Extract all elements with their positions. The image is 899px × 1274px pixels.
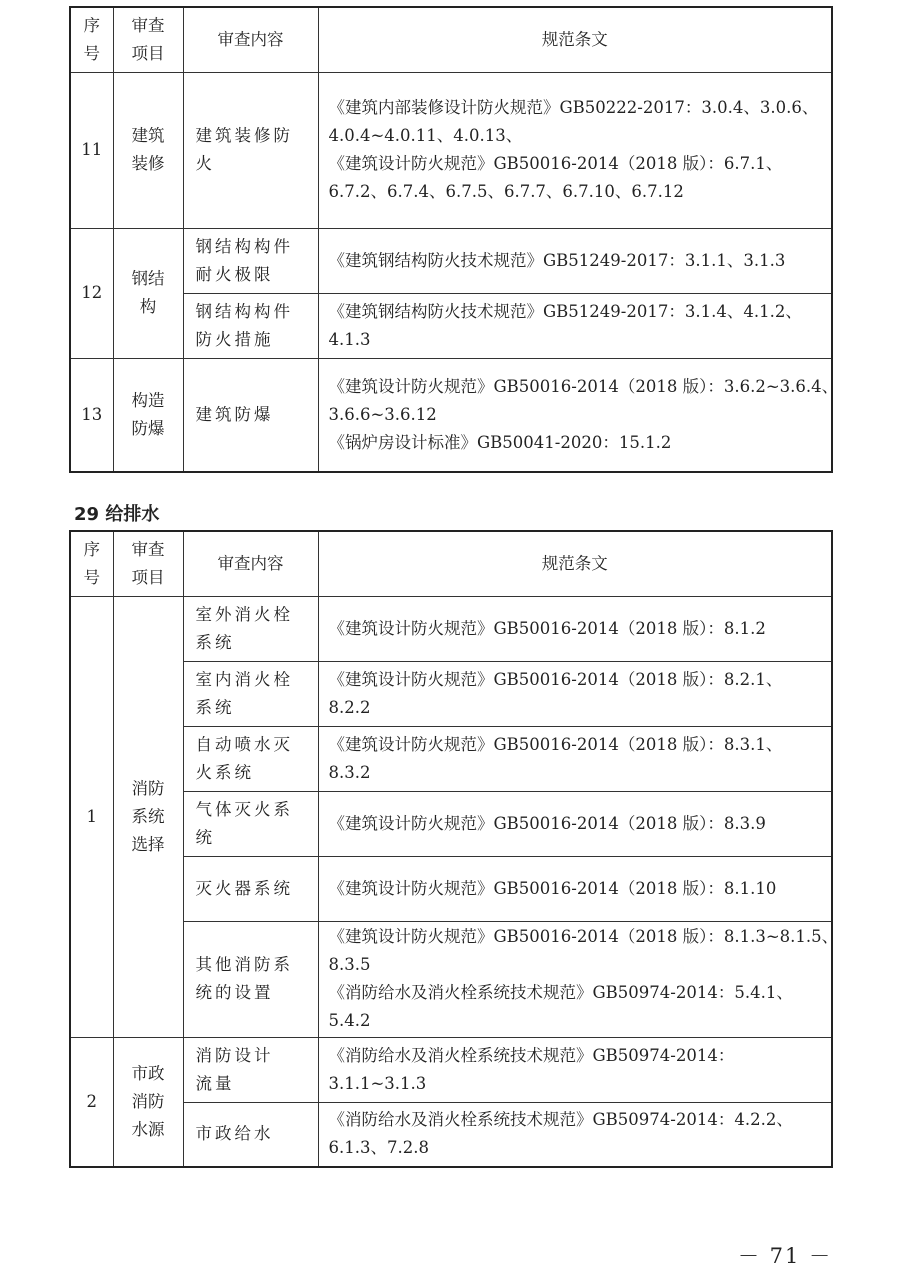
row-content: 建筑防爆 <box>183 358 318 472</box>
row-clause: 《建筑钢结构防火技术规范》GB51249-2017：3.1.4、4.1.2、 4.1.3 <box>318 293 832 358</box>
table-header-row <box>70 531 832 596</box>
table-row <box>70 726 832 791</box>
table-row <box>70 293 832 358</box>
section-title: 29 给排水 <box>74 504 160 525</box>
table-row <box>70 661 832 726</box>
header-item: 审查 项目 <box>113 7 183 72</box>
header-no: 序 号 <box>70 531 113 596</box>
row-content: 气体灭火系 统 <box>183 791 318 856</box>
page-number: － 71 － <box>738 1244 833 1268</box>
row-clause: 《消防给水及消火栓系统技术规范》GB50974-2014：4.2.2、 6.1.3、7.2.8 <box>318 1102 832 1167</box>
header-item: 审查 项目 <box>113 531 183 596</box>
row-no: 2 <box>70 1037 113 1167</box>
row-clause: 《建筑设计防火规范》GB50016-2014（2018 版）：8.1.3~8.1.5、 8.3.5 《消防给水及消火栓系统技术规范》GB50974-2014：5.4.1、 5.4.2 <box>318 921 832 1037</box>
row-no: 12 <box>70 228 113 358</box>
table-row <box>70 72 832 228</box>
row-clause: 《建筑设计防火规范》GB50016-2014（2018 版）：8.3.9 <box>318 791 832 856</box>
header-content: 审查内容 <box>183 531 318 596</box>
row-content: 市政给水 <box>183 1102 318 1167</box>
row-item: 建筑 装修 <box>113 72 183 228</box>
row-clause: 《建筑钢结构防火技术规范》GB51249-2017：3.1.1、3.1.3 <box>318 228 832 293</box>
table-header-row <box>70 7 832 72</box>
row-clause: 《建筑设计防火规范》GB50016-2014（2018 版）：8.2.1、 8.2.2 <box>318 661 832 726</box>
row-content: 室外消火栓 系统 <box>183 596 318 661</box>
row-content: 消防设计 流量 <box>183 1037 318 1102</box>
header-content: 审查内容 <box>183 7 318 72</box>
row-no: 13 <box>70 358 113 472</box>
table-row <box>70 228 832 293</box>
row-content: 灭火器系统 <box>183 856 318 921</box>
table-row <box>70 791 832 856</box>
row-item: 消防 系统 选择 <box>113 596 183 1037</box>
row-clause: 《建筑设计防火规范》GB50016-2014（2018 版）：3.6.2~3.6.4、 3.6.6~3.6.12 《锅炉房设计标准》GB50041-2020：15.1.2 <box>318 358 832 472</box>
row-content: 其他消防系 统的设置 <box>183 921 318 1037</box>
row-content: 钢结构构件 防火措施 <box>183 293 318 358</box>
row-item: 钢结 构 <box>113 228 183 358</box>
table-row <box>70 1102 832 1167</box>
row-clause: 《消防给水及消火栓系统技术规范》GB50974-2014： 3.1.1~3.1.3 <box>318 1037 832 1102</box>
row-item: 市政 消防 水源 <box>113 1037 183 1167</box>
row-no: 1 <box>70 596 113 1037</box>
row-content: 自动喷水灭 火系统 <box>183 726 318 791</box>
table-row <box>70 358 832 472</box>
row-no: 11 <box>70 72 113 228</box>
row-clause: 《建筑设计防火规范》GB50016-2014（2018 版）：8.3.1、 8.3.2 <box>318 726 832 791</box>
row-clause: 《建筑设计防火规范》GB50016-2014（2018 版）：8.1.2 <box>318 596 832 661</box>
row-clause: 《建筑设计防火规范》GB50016-2014（2018 版）：8.1.10 <box>318 856 832 921</box>
table-row <box>70 1037 832 1102</box>
row-clause: 《建筑内部装修设计防火规范》GB50222-2017：3.0.4、3.0.6、 4.0.4~4.0.11、4.0.13、 《建筑设计防火规范》GB50016-2014（2018 版）：6.7.1、 6.7.2、6.7.4、6.7.5、6.7.7、6.7.10、6.7.12 <box>318 72 832 228</box>
review-table-building <box>69 6 839 473</box>
review-table-water <box>69 530 839 1168</box>
table-row <box>70 596 832 661</box>
row-content: 室内消火栓 系统 <box>183 661 318 726</box>
row-item: 构造 防爆 <box>113 358 183 472</box>
row-content: 建筑装修防 火 <box>183 72 318 228</box>
table-row <box>70 921 832 1037</box>
table-row <box>70 856 832 921</box>
header-no: 序 号 <box>70 7 113 72</box>
header-clause: 规范条文 <box>318 7 832 72</box>
row-content: 钢结构构件 耐火极限 <box>183 228 318 293</box>
header-clause: 规范条文 <box>318 531 832 596</box>
